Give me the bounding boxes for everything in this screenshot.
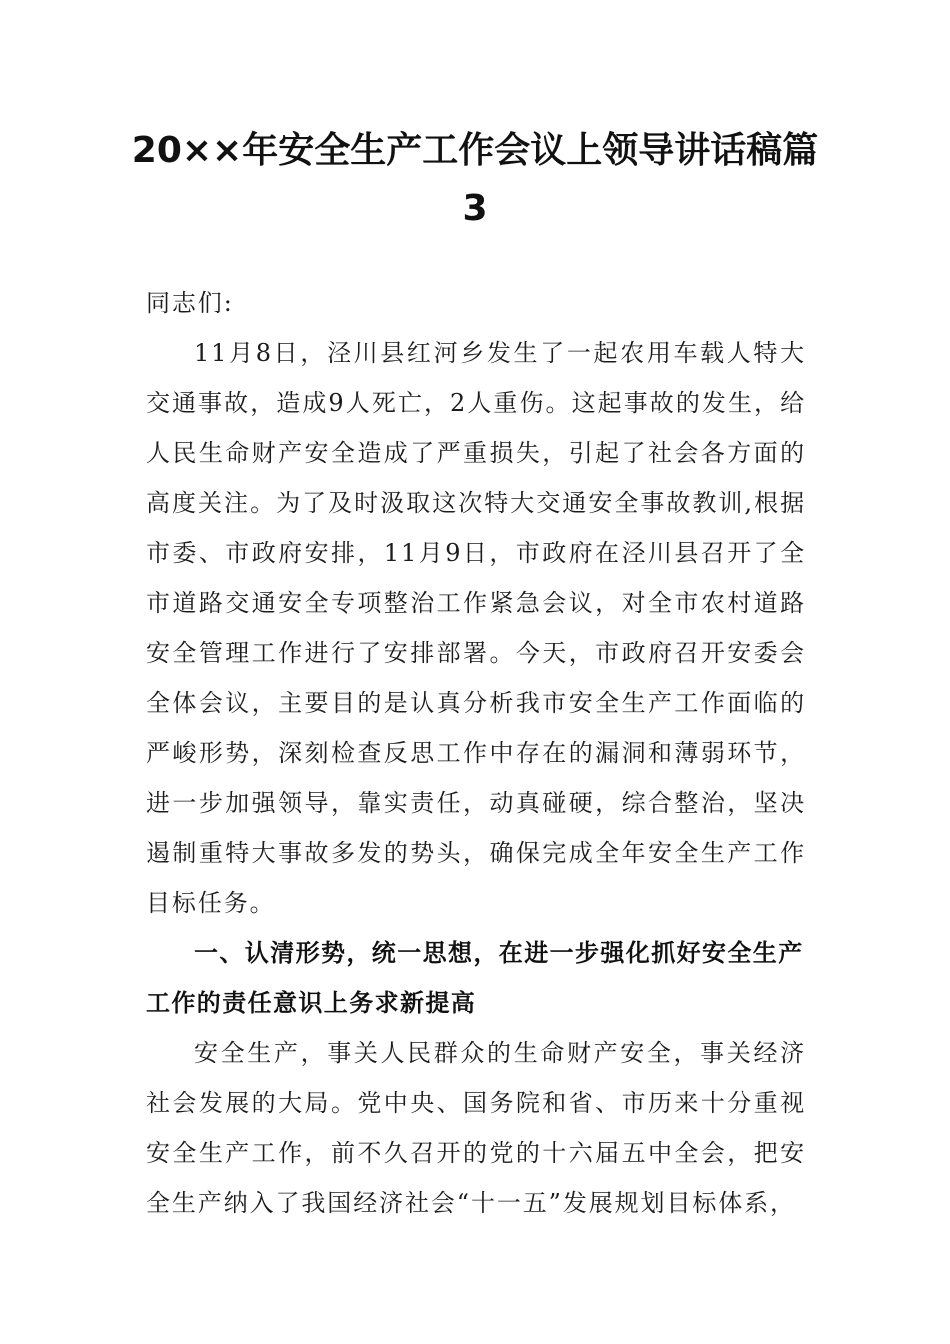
document-title: 20××年安全生产工作会议上领导讲话稿篇3 bbox=[131, 130, 819, 229]
salutation: 同志们: bbox=[146, 289, 234, 317]
section-heading-1: 一、认清形势，统一思想，在进一步强化抓好安全生产工作的责任意识上务求新提高 bbox=[146, 939, 804, 1017]
document-body bbox=[146, 278, 806, 1228]
paragraph-accident-report: 11月8日，泾川县红河乡发生了一起农用车载人特大交通事故，造成9人死亡，2人重伤。这起事故的发生，给人民生命财产安全造成了严重损失，引起了社会各方面的高度关注。为了及时汲取这次特大交通安全事故教训,根据市委、市政府安排，11月9日，市政府在泾川县召开了全市道路交通安全专项整治工作紧急会议，对全市农村道路安全管理工作进行了安排部署。今天，市政府召开安委会全体会议，主要目的是认真分析我市安全生产工作面临的严峻形势，深刻检查反思工作中存在的漏洞和薄弱环节，进一步加强领导，靠实责任，动真碰硬，综合整治，坚决遏制重特大事故多发的势头，确保完成全年安全生产工作目标任务。 bbox=[146, 339, 806, 917]
paragraph-safety-importance: 安全生产，事关人民群众的生命财产安全，事关经济社会发展的大局。党中央、国务院和省、市历来十分重视安全生产工作，前不久召开的党的十六届五中全会，把安全生产纳入了我国经济社会“十一五”发展规划目标体系， bbox=[146, 1039, 806, 1217]
